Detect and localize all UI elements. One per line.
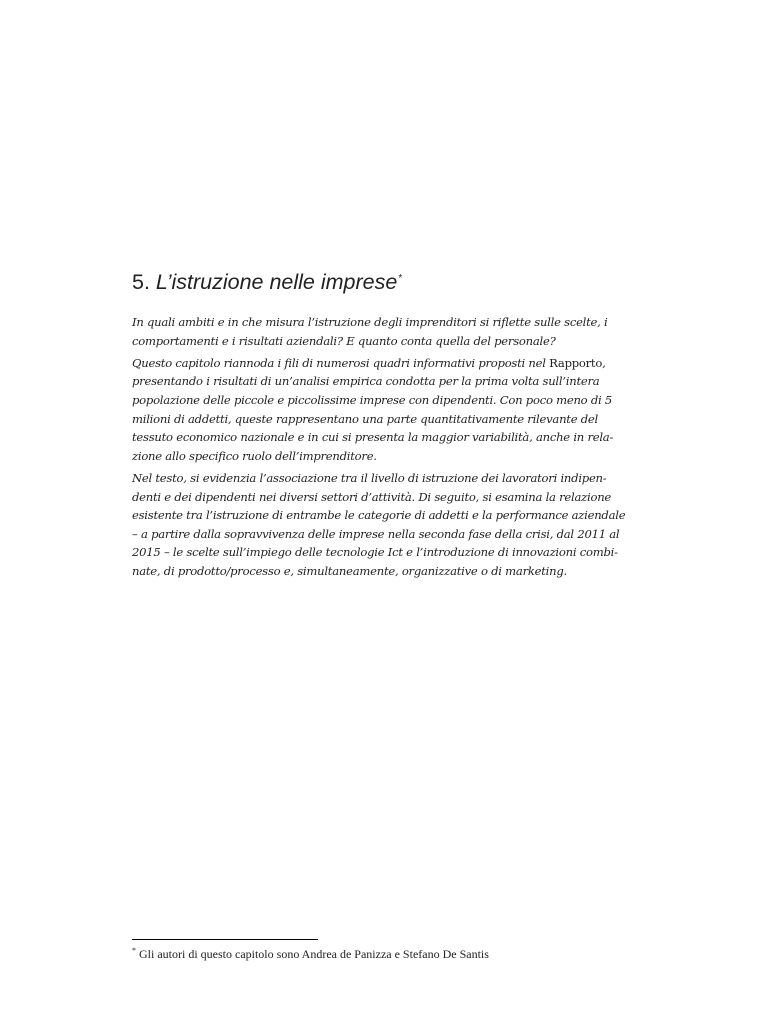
text-line: nate, di prodotto/processo e, simultaneamente, organizzative o di marketing. [132, 563, 567, 578]
abstract-paragraph-1 [132, 313, 672, 350]
footnote-separator [132, 939, 318, 940]
text-line: milioni di addetti, queste rappresentano una parte quantitativamente rilevante del [132, 411, 598, 426]
abstract-paragraph-2 [132, 354, 672, 466]
chapter-title-text: L’istruzione nelle imprese [155, 270, 398, 294]
text-line: – a partire dalla sopravvivenza delle imprese nella seconda fase della crisi, dal 2011 al [132, 526, 620, 541]
footnote-text: Gli autori di questo capitolo sono Andrea de Panizza e Stefano De Santis [139, 947, 489, 961]
abstract-paragraph-3 [132, 469, 672, 581]
chapter-number: 5. [132, 270, 150, 294]
report-title-reference: Rapporto [549, 355, 603, 370]
text-segment: , [602, 355, 606, 370]
footnote-mark: * [132, 946, 136, 955]
text-line: tessuto economico nazionale e in cui si presenta la maggior variabilità, anche in rela- [132, 430, 614, 445]
text-segment: Questo capitolo riannoda i fili di numerosi quadri informativi proposti nel [132, 355, 550, 370]
text-line: 2015 – le scelte sull’impiego delle tecnologie Ict e l’introduzione di innovazioni combi- [132, 545, 618, 560]
footnote [132, 946, 489, 962]
text-line: presentando i risultati di un’analisi empirica condotta per la prima volta sull’intera [132, 374, 600, 389]
text-line: zione allo specifico ruolo dell’imprenditore. [132, 448, 377, 463]
text-line: esistente tra l’istruzione di entrambe le categorie di addetti e la performance aziendale [132, 508, 626, 523]
text-line: In quali ambiti e in che misura l’istruzione degli imprenditori si riflette sulle scelte, i [132, 315, 608, 329]
text-line [132, 354, 672, 373]
text-line: comportamenti e i risultati aziendali? E quanto conta quella del personale? [132, 333, 556, 348]
chapter-title [132, 270, 402, 295]
text-line: Nel testo, si evidenzia l’associazione tra il livello di istruzione dei lavoratori indipen- [132, 470, 607, 485]
text-line: denti e dei dipendenti nei diversi settori d’attività. Di seguito, si esamina la relazione [132, 489, 612, 504]
text-line: popolazione delle piccole e piccolissime imprese con dipendenti. Con poco meno di 5 [132, 392, 613, 407]
title-footnote-mark: * [398, 272, 403, 284]
chapter-abstract [132, 313, 672, 584]
